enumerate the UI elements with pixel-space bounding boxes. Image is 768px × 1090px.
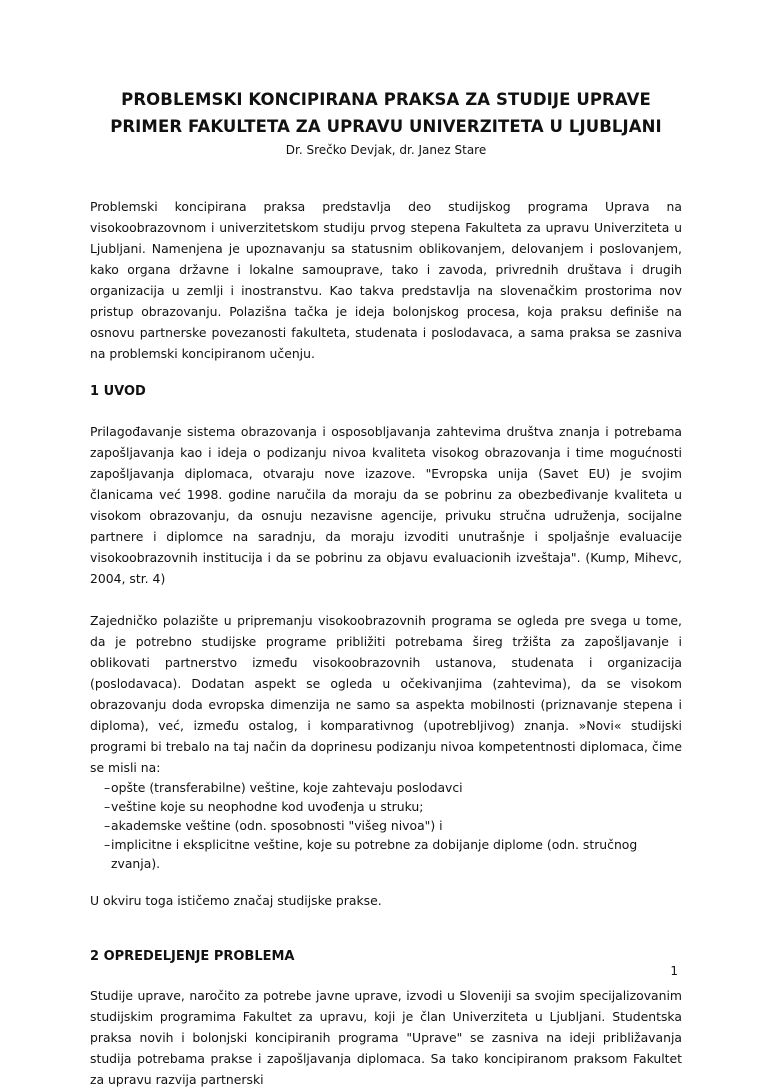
competency-list — [90, 778, 682, 873]
list-item-text: veštine koje su neophodne kod uvođenja u struku; — [111, 799, 424, 814]
list-item — [90, 835, 682, 873]
body-paragraph: Zajedničko polazište u pripremanju visokoobrazovnih programa se ogleda pre svega u tome, da je potrebno studijske programe približiti potrebama šireg tržišta za zapošljavanje i oblikovati partnerstvo između visokoobrazovnih ustanova, studenata i organizacija (poslodavaca). Dodatan aspekt se ogleda u očekivanjima (zahtevima), da se visokom obrazovanju doda evropska dimenzija ne samo sa aspekta mobilnosti (priznavanje stepena i diploma), već, između ostalog, i komparativnog (upotrebljivog) znanja. »Novi« studijski programi bi trebalo na taj način da doprinesu podizanju nivoa kompetentnosti diplomaca, čime se misli na: — [90, 613, 682, 775]
list-item — [90, 816, 682, 835]
list-item-text: opšte (transferabilne) veštine, koje zahtevaju poslodavci — [111, 780, 463, 795]
list-item-text: implicitne i eksplicitne veštine, koje su potrebne za dobijanje diplome (odn. stručnog zvanja). — [111, 837, 638, 871]
bullet-dash: – — [104, 780, 111, 795]
list-item-text: akademske veštine (odn. sposobnosti "višeg nivoa") i — [111, 818, 443, 833]
bullet-dash: – — [104, 837, 111, 852]
title-line-1: PROBLEMSKI KONCIPIRANA PRAKSA ZA STUDIJE UPRAVE — [121, 90, 651, 109]
page-number: 1 — [670, 964, 678, 978]
body-paragraph: Prilagođavanje sistema obrazovanja i osposobljavanja zahtevima društva znanja i potrebama zapošljavanja kao i ideja o podizanju nivoa kvaliteta visokog obrazovanja i time mogućnosti zapošljavanja diplomaca, otvaraju nove izazove. "Evropska unija (Savet EU) je svojim članicama već 1998. godine naručila da moraju da se pobrinu za obezbeđivanje kvaliteta u visokom obrazovanju, da osnuju nezavisne agencije, privuku stručna udruženja, socijalne partnere i diplomce na saradnju, da moraju izvoditi unutrašnje i spoljašnje evaluacije visokoobrazovnih institucija i da se pobrinu za objavu evaluacionih izveštaja". (Kump, Mihevc, 2004, str. 4) — [90, 424, 682, 586]
section-heading-uvod: 1 UVOD — [90, 384, 146, 399]
section-heading-opredeljenje: 2 OPREDELJENJE PROBLEMA — [90, 949, 295, 964]
bullet-dash: – — [104, 818, 111, 833]
bullet-dash: – — [104, 799, 111, 814]
abstract-paragraph: Problemski koncipirana praksa predstavlja deo studijskog programa Uprava na visokoobrazovnom i univerzitetskom studiju prvog stepena Fakulteta za upravu Univerziteta u Ljubljani. Namenjena je upoznavanju sa statusnim oblikovanjem, delovanjem i poslovanjem, kako organa državne i lokalne samouprave, tako i zavoda, privrednih društava i drugih organizacija u zemlji i inostranstvu. Kao takva predstavlja na slovenačkim prostorima nov pristup obrazovanju. Polazišna tačka je ideja bolonjskog procesa, koja praksu definiše na osnovu partnerske povezanosti fakulteta, studenata i poslodavaca, a sama praksa se zasniva na problemski koncipiranom učenju. — [90, 199, 682, 361]
document-title — [90, 86, 682, 140]
list-item — [90, 797, 682, 816]
authors: Dr. Srečko Devjak, dr. Janez Stare — [285, 143, 487, 157]
title-line-2: PRIMER FAKULTETA ZA UPRAVU UNIVERZITETA U LJUBLJANI — [110, 117, 662, 136]
body-paragraph: U okviru toga ističemo značaj studijske prakse. — [90, 893, 382, 908]
body-paragraph: Studije uprave, naročito za potrebe javne uprave, izvodi u Sloveniji sa svojim specijalizovanim studijskim programima Fakultet za upravu, koji je član Univerziteta u Ljubljani. Studentska praksa novih i bolonjski koncipiranih programa "Uprave" se zasniva na ideji približavanja studija potrebama prakse i zapošljavanja diplomaca. Sa tako koncipiranom praksom Fakultet za upravu razvija partnerski — [90, 988, 682, 1087]
list-item — [90, 778, 682, 797]
